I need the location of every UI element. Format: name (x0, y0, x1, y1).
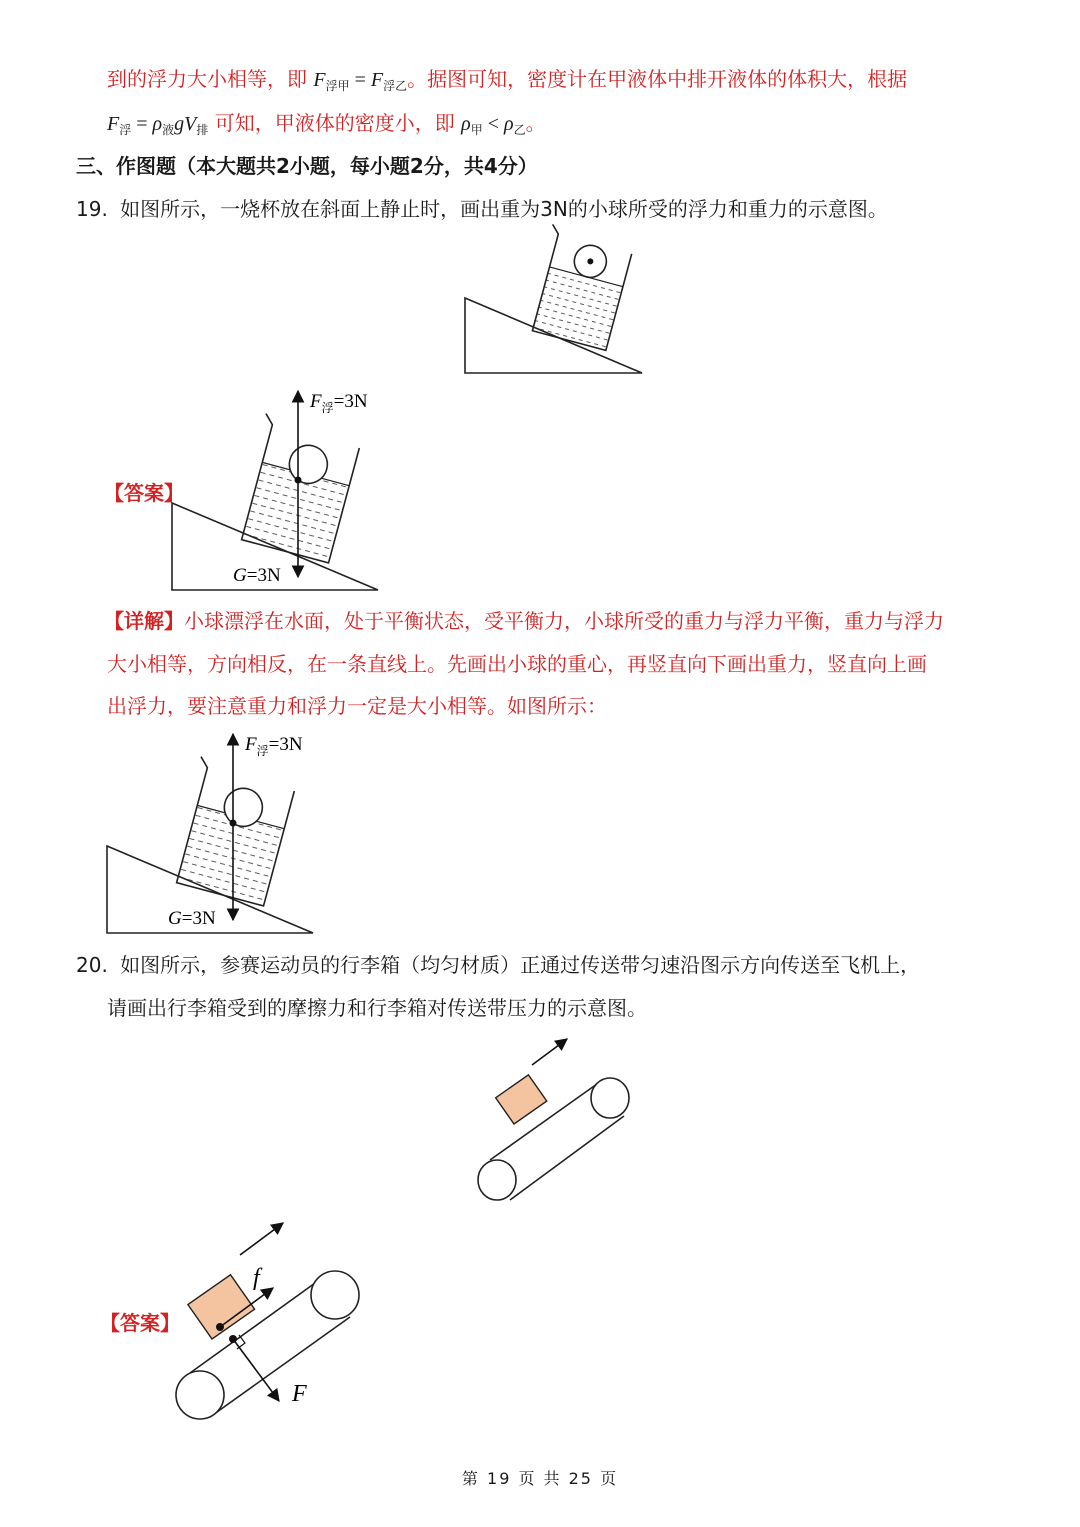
symbol-rho: ρ (461, 113, 471, 135)
symbol-f: F (107, 113, 120, 135)
belt-bottom (210, 1317, 350, 1417)
prev-text-b: 。据图可知，密度计在甲液体中排开液体的体积大，根据 (407, 67, 908, 91)
q19-detail-figure (100, 728, 325, 943)
luggage-box (496, 1075, 547, 1124)
q20-figure (470, 1030, 645, 1210)
q19-detail-text-1: 小球漂浮在水面，处于平衡状态，受平衡力，小球所受的重力与浮力平衡，重力与浮力 (184, 609, 944, 633)
pressure-arrow (233, 1339, 279, 1401)
q19-question (76, 194, 888, 224)
symbol-eq: = (131, 113, 153, 135)
box-center (216, 1323, 224, 1331)
prev-answer-line-2 (107, 108, 546, 145)
symbol-rho: ρ (152, 113, 163, 135)
symbol-rho: ρ (504, 113, 514, 135)
friction-label: f (253, 1265, 260, 1291)
direction-arrow (532, 1039, 567, 1065)
prev-period: 。 (525, 111, 546, 135)
sub-ye: 液 (162, 123, 175, 137)
q19-figure (460, 230, 660, 380)
prev-text-a: 到的浮力大小相等，即 (107, 67, 314, 91)
symbol-f: F (370, 69, 384, 91)
q20-answer-figure (165, 1215, 370, 1430)
gravity-label: G=3N (168, 908, 216, 929)
sub-fu: 浮 (119, 123, 132, 137)
symbol-g: g (174, 113, 185, 135)
q19-detail-label: 【详解】 (104, 609, 184, 633)
sub-pai: 排 (196, 123, 209, 137)
section-title: 三、作图题（本大题共2小题，每小题2分，共4分） (76, 154, 538, 178)
buoyancy-label: $F_浮=3N$ (245, 734, 303, 758)
sub-jia: 甲 (470, 123, 483, 137)
roller-right (311, 1271, 359, 1319)
q19-answer-label: 【答案】 (104, 481, 184, 505)
q20-question-line-2: 请画出行李箱受到的摩擦力和行李箱对传送带压力的示意图。 (107, 996, 647, 1020)
q19-answer-figure (165, 385, 390, 600)
sub-yi: 乙 (513, 123, 526, 137)
q20-answer-label: 【答案】 (100, 1311, 180, 1335)
prev-answer-line-1 (107, 64, 907, 101)
roller-left (176, 1371, 224, 1419)
gravity-label: G=3N (233, 565, 281, 586)
symbol-f: F (313, 69, 326, 91)
q19-number: 19. (76, 197, 108, 221)
buoyancy-label: $F_浮=3N$ (310, 391, 368, 415)
roller-right (591, 1078, 629, 1118)
q19-detail-line-1 (104, 606, 944, 636)
contact-point (229, 1335, 237, 1343)
prev-text-c: 可知，甲液体的密度小，即 (208, 111, 462, 135)
q19-detail-line-2: 大小相等，方向相反，在一条直线上。先画出小球的重心，再竖直向下画出重力，竖直向上画 (107, 652, 927, 676)
center-of-gravity (230, 820, 237, 827)
direction-arrow (240, 1223, 283, 1255)
symbol-lt: < (482, 113, 504, 135)
q20-text-1: 如图所示，参赛运动员的行李箱（均匀材质）正通过传送带匀速沿图示方向传送至飞机上， (120, 953, 921, 977)
roller-left (478, 1160, 516, 1200)
pressure-label: F (292, 1381, 307, 1407)
center-of-gravity (295, 477, 302, 484)
q19-detail-line-3: 出浮力，要注意重力和浮力一定是大小相等。如图所示： (107, 694, 607, 718)
sub-fu-yi: 浮乙 (383, 79, 408, 93)
symbol-eq: = (349, 69, 371, 91)
beaker (525, 224, 634, 350)
q19-text: 如图所示，一烧杯放在斜面上静止时，画出重为3N的小球所受的浮力和重力的示意图。 (120, 197, 888, 221)
q20-question-line-1 (76, 950, 920, 980)
page-footer: 第 19 页 共 25 页 (461, 1469, 619, 1488)
belt-bottom (510, 1116, 624, 1200)
q20-number: 20. (76, 953, 108, 977)
sub-fu-jia: 浮甲 (325, 79, 350, 93)
symbol-v: V (184, 113, 197, 135)
